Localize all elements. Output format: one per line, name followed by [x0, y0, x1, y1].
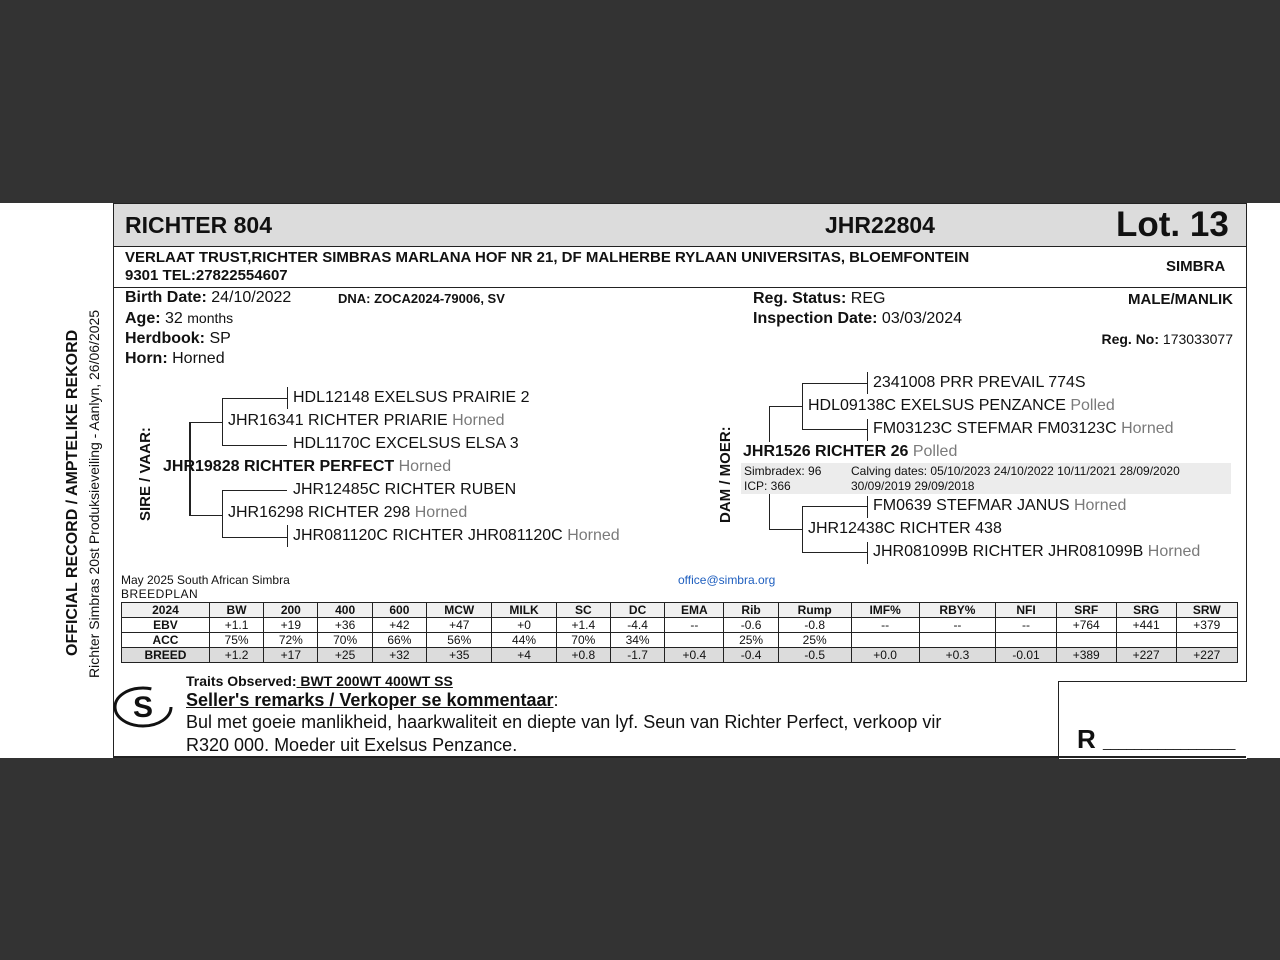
ebv-cell: [1056, 633, 1116, 648]
ebv-cell: [919, 633, 996, 648]
sire-sire-sire: HDL12148 EXELSUS PRAIRIE 2: [293, 389, 530, 406]
ebv-cell: +764: [1056, 618, 1116, 633]
lot-number: Lot. 13: [1116, 205, 1229, 244]
birth-date-label: Birth Date:: [125, 289, 207, 306]
sire-sire-name: JHR16341 RICHTER PRIARIE: [228, 412, 448, 429]
ebv-cell: 44%: [492, 633, 556, 648]
breed-row: [122, 648, 1238, 663]
price-box: [1058, 681, 1247, 759]
ebv-header-cell: SRF: [1056, 603, 1116, 618]
ebv-cell: --: [665, 618, 724, 633]
ebv-cell: -0.5: [778, 648, 851, 663]
price-input[interactable]: _________________: [1103, 734, 1236, 750]
ebv-header-cell: BW: [209, 603, 263, 618]
reg-status-value: REG: [850, 290, 886, 307]
sire-dam-tick: [287, 525, 288, 547]
ebv-cell: +35: [427, 648, 492, 663]
inspection-value: 03/03/2024: [881, 310, 962, 327]
remarks-title: [186, 690, 559, 711]
ebv-cell: +1.1: [209, 618, 263, 633]
sire-main: [163, 458, 451, 476]
inspection-label: Inspection Date:: [753, 310, 878, 327]
dam-dam-tick: [867, 496, 868, 518]
ebv-cell: [851, 633, 919, 648]
sire-name: JHR19828 RICHTER PERFECT: [163, 458, 395, 475]
ebv-cell: 56%: [427, 633, 492, 648]
ebv-row: [122, 618, 1238, 633]
sire-sire-horn: Horned: [452, 412, 505, 429]
svg-text:S: S: [132, 691, 154, 724]
ebv-cell: +389: [1056, 648, 1116, 663]
age-unit: months: [187, 310, 234, 326]
sire-sire: [228, 412, 505, 430]
ebv-header-cell: IMF%: [851, 603, 919, 618]
sire-sire-dam: HDL1170C EXCELSUS ELSA 3: [293, 435, 519, 452]
ebv-header-cell: 400: [318, 603, 372, 618]
ebv-header-cell: MCW: [427, 603, 492, 618]
page-bottom-border: [113, 756, 1246, 758]
price-prefix: R: [1077, 724, 1096, 754]
dam-dam-dam: [873, 543, 1200, 561]
ebv-cell: +0.0: [851, 648, 919, 663]
sire-sire-line-bottom: [222, 445, 287, 446]
remarks-line-1: Bul met goeie manlikheid, haarkwaliteit en diepte van lyf. Seun van Richter Perfect, verkoop vir: [186, 712, 942, 732]
dam-label: DAM / MOER:: [717, 426, 734, 523]
traits-label: Traits Observed:: [186, 673, 297, 689]
official-record-label: OFFICIAL RECORD / AMPTELIKE REKORD: [64, 329, 81, 656]
ebv-header-cell: MILK: [492, 603, 556, 618]
ebv-row-label: BREED: [122, 648, 210, 663]
dam-sire-line-top: [802, 383, 867, 384]
date-source: May 2025 South African Simbra: [121, 573, 290, 587]
owner-line-1: VERLAAT TRUST,RICHTER SIMBRAS MARLANA HOF NR 21, DF MALHERBE RYLAAN UNIVERSITAS, BLOEMFONTEIN: [125, 249, 970, 266]
ebv-cell: -1.7: [610, 648, 664, 663]
ebv-cell: 70%: [556, 633, 610, 648]
calving-dates: [851, 464, 1180, 478]
horn-value: Horned: [172, 350, 225, 367]
birth-date-value: 24/10/2022: [211, 289, 292, 306]
dam-dam-sire-horn: Horned: [1073, 497, 1127, 514]
ebv-cell: 66%: [372, 633, 426, 648]
dam-sire-bracket: [802, 383, 803, 430]
ebv-cell: +32: [372, 648, 426, 663]
sire-sire-tick: [287, 387, 288, 409]
reg-status-label: Reg. Status:: [753, 290, 847, 307]
reg-no-value: 173033077: [1162, 331, 1233, 347]
dam-horn: Polled: [912, 443, 958, 460]
sire-dam-line-bottom: [222, 537, 287, 538]
ebv-cell: [665, 633, 724, 648]
sire-sire-bracket: [222, 398, 223, 445]
dna-info: DNA: ZOCA2024-79006, SV: [338, 291, 505, 306]
herdbook: [125, 330, 231, 348]
ebv-cell: --: [919, 618, 996, 633]
breed-label: SIMBRA: [1166, 258, 1226, 275]
email-link[interactable]: office@simbra.org: [678, 573, 776, 587]
ebv-cell: 25%: [778, 633, 851, 648]
dam-sire-dam-horn: Horned: [1121, 420, 1174, 437]
ebv-cell: -0.4: [724, 648, 778, 663]
ebv-header-cell: 2024: [122, 603, 210, 618]
dam-sire-dam-name: FM03123C STEFMAR FM03123C: [873, 420, 1117, 437]
title-bar: [114, 204, 1246, 247]
ebv-cell: 72%: [264, 633, 318, 648]
dam-sire-dam: [873, 420, 1174, 438]
ebv-cell: +379: [1176, 618, 1237, 633]
calving-line-2: 30/09/2019 29/09/2018: [851, 479, 975, 493]
ebv-cell: +4: [492, 648, 556, 663]
owner-line-2: 9301 TEL:27822554607: [125, 267, 288, 284]
ebv-header-cell: 600: [372, 603, 426, 618]
dam-dam-line-top: [802, 506, 867, 507]
remarks-title-text: Seller's remarks / Verkoper se kommentaar: [186, 690, 554, 710]
ebv-cell: [1176, 633, 1237, 648]
dam-sire: [808, 397, 1115, 415]
simbra-s-logo-icon: [113, 683, 177, 729]
sire-sire-line-top: [222, 398, 287, 399]
ebv-row-label: EBV: [122, 618, 210, 633]
dam-sire-name: HDL09138C EXELSUS PENZANCE: [808, 397, 1066, 414]
reg-no-label: Reg. No:: [1101, 331, 1160, 347]
ebv-header-cell: SC: [556, 603, 610, 618]
ebv-table: [121, 602, 1238, 663]
ebv-cell: +0.4: [665, 648, 724, 663]
dam-dam-dam-horn: Horned: [1147, 543, 1201, 560]
horn: [125, 350, 225, 368]
ebv-cell: [1116, 633, 1176, 648]
dam-sire-tick: [867, 372, 868, 394]
dam-sire-horn: Polled: [1070, 397, 1115, 414]
traits-value: BWT 200WT 400WT SS: [296, 673, 453, 689]
age-label: Age:: [125, 310, 161, 327]
ebv-cell: +17: [264, 648, 318, 663]
simbradex: Simbradex: 96: [744, 464, 822, 478]
ebv-cell: +227: [1176, 648, 1237, 663]
ebv-header-cell: Rib: [724, 603, 778, 618]
inspection-date: [753, 310, 962, 328]
herdbook-value: SP: [209, 330, 231, 347]
ebv-cell: 34%: [610, 633, 664, 648]
ebv-cell: +25: [318, 648, 372, 663]
ebv-cell: +42: [372, 618, 426, 633]
sire-dam-dam-horn: Horned: [567, 527, 620, 544]
sire-dam-dam-name: JHR081120C RICHTER JHR081120C: [293, 527, 563, 544]
ebv-cell: -4.4: [610, 618, 664, 633]
sex-label: MALE/MANLIK: [1128, 291, 1233, 308]
ebv-cell: -0.6: [724, 618, 778, 633]
owner-bar: [114, 247, 1246, 288]
sire-dam-bracket: [222, 490, 223, 537]
herdbook-label: Herdbook:: [125, 330, 205, 347]
dam-sire-bracket-top: [769, 406, 770, 442]
sire-dam-line-top: [222, 490, 287, 491]
ebv-cell: 70%: [318, 633, 372, 648]
ebv-header-cell: EMA: [665, 603, 724, 618]
icp: ICP: 366: [744, 479, 791, 493]
ebv-header-cell: 200: [264, 603, 318, 618]
ebv-cell: +1.2: [209, 648, 263, 663]
dam-sire-line-bottom: [802, 429, 867, 430]
ebv-header-cell: Rump: [778, 603, 851, 618]
sire-dam-sire: JHR12485C RICHTER RUBEN: [293, 481, 517, 498]
ebv-cell: [996, 633, 1057, 648]
calving-label: Calving dates:: [851, 464, 928, 478]
ebv-cell: --: [996, 618, 1057, 633]
sire-dam-dam: [293, 527, 620, 545]
dam-main: [743, 443, 957, 461]
sire-horn: Horned: [398, 458, 452, 475]
ebv-cell: -0.8: [778, 618, 851, 633]
dam-sire-sire: 2341008 PRR PREVAIL 774S: [873, 374, 1086, 391]
dam-dam-line: [769, 529, 803, 530]
ebv-cell: +441: [1116, 618, 1176, 633]
ebv-header-cell: RBY%: [919, 603, 996, 618]
dam-dam-bracket-bottom: [769, 493, 770, 529]
dam-dam-dam-name: JHR081099B RICHTER JHR081099B: [873, 543, 1144, 560]
remarks-colon: :: [553, 690, 559, 710]
sire-dam-horn: Horned: [414, 504, 468, 521]
ebv-cell: +1.4: [556, 618, 610, 633]
acc-row: [122, 633, 1238, 648]
ebv-cell: 25%: [724, 633, 778, 648]
dam-sire-tick-2: [867, 419, 868, 441]
dam-name: JHR1526 RICHTER 26: [743, 443, 909, 460]
ebv-cell: +19: [264, 618, 318, 633]
dam-dam-sire-name: FM0639 STEFMAR JANUS: [873, 497, 1070, 514]
ebv-cell: +47: [427, 618, 492, 633]
sire-line-bottom: [189, 515, 223, 516]
animal-id: JHR22804: [825, 212, 935, 238]
sire-dam-name: JHR16298 RICHTER 298: [228, 504, 411, 521]
dam-sire-line: [769, 406, 803, 407]
ebv-cell: +0.8: [556, 648, 610, 663]
ebv-cell: +0.3: [919, 648, 996, 663]
breedplan-label: BREEDPLAN: [121, 587, 199, 601]
horn-label: Horn:: [125, 350, 168, 367]
ebv-header-cell: NFI: [996, 603, 1057, 618]
ebv-cell: +227: [1116, 648, 1176, 663]
ebv-row-label: ACC: [122, 633, 210, 648]
ebv-header-row: [122, 603, 1238, 618]
birth-date: [125, 289, 291, 307]
dam-dam-sire: [873, 497, 1126, 515]
ebv-cell: +0: [492, 618, 556, 633]
auction-name-label: Richter Simbras 20st Produksieveiling - Aanlyn, 26/06/2025: [86, 309, 102, 678]
catalogue-page: [0, 203, 1280, 758]
remarks-line-2: R320 000. Moeder uit Exelsus Penzance.: [186, 735, 518, 755]
sire-dam: [228, 504, 467, 522]
ebv-cell: +36: [318, 618, 372, 633]
age-value: 32: [165, 310, 183, 327]
calving-line-1: 05/10/2023 24/10/2022 10/11/2021 28/09/2020: [930, 464, 1180, 478]
dam-dam-bracket: [802, 506, 803, 553]
ebv-cell: 75%: [209, 633, 263, 648]
reg-status: [753, 290, 885, 308]
dam-dam-tick-2: [867, 542, 868, 564]
age: [125, 310, 233, 328]
traits-observed: [186, 673, 453, 689]
reg-no: [1101, 331, 1233, 347]
sire-label: SIRE / VAAR:: [137, 427, 154, 521]
dam-dam: JHR12438C RICHTER 438: [808, 520, 1002, 537]
ebv-header-cell: SRG: [1116, 603, 1176, 618]
ebv-cell: -0.01: [996, 648, 1057, 663]
sire-line-top: [189, 422, 223, 423]
dam-dam-line-bottom: [802, 552, 867, 553]
animal-name: RICHTER 804: [125, 212, 272, 238]
ebv-header-cell: SRW: [1176, 603, 1237, 618]
ebv-header-cell: DC: [610, 603, 664, 618]
ebv-cell: --: [851, 618, 919, 633]
